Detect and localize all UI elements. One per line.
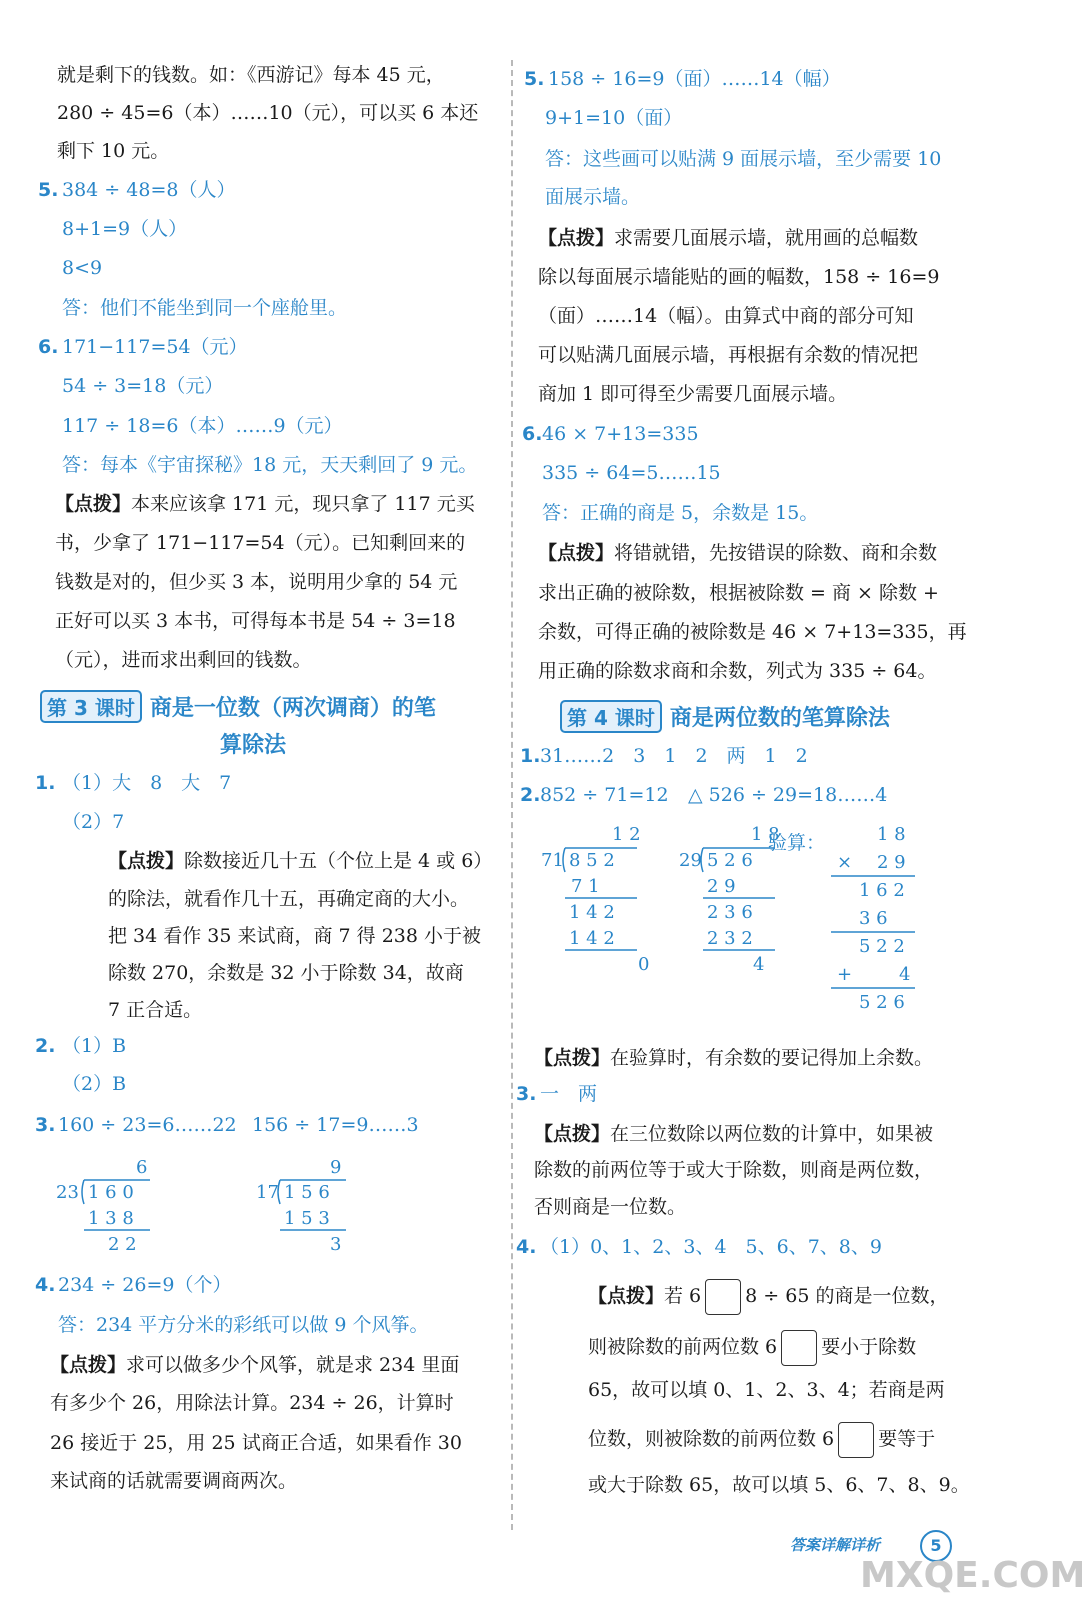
answer-line: （1）大 8 大 7 xyxy=(62,772,232,794)
answer-line: 852 ÷ 71=12 xyxy=(540,784,669,806)
tip-line: 【点拨】求可以做多少个风筝，就是求 234 里面 xyxy=(50,1354,460,1376)
division-dividend: 5 2 6 xyxy=(707,850,753,871)
tip-tag: 【点拨】 xyxy=(538,227,615,249)
tip-line: 可以贴满几面展示墙，再根据有余数的情况把 xyxy=(538,344,919,366)
division-quotient: 9 xyxy=(330,1157,342,1178)
division-product: 1 3 8 xyxy=(88,1208,134,1229)
tip-tag: 【点拨】 xyxy=(55,493,132,515)
tip-line: （面）……14（幅）。由算式中商的部分可知 xyxy=(538,305,914,327)
question-number: 3. xyxy=(516,1083,537,1105)
tip-line: 【点拨】本来应该拿 171 元，现只拿了 117 元买 xyxy=(55,493,475,515)
division-quotient: 1 8 xyxy=(751,824,780,845)
long-division-a xyxy=(50,1150,160,1260)
footer-label: 答案详解详析 xyxy=(790,1536,881,1554)
answer-sentence: 答：这些画可以贴满 9 面展示墙，至少需要 10 xyxy=(545,148,942,170)
tip-line: 除以每面展示墙能贴的画的幅数，158 ÷ 16=9 xyxy=(538,266,940,288)
tip-tag: 【点拨】 xyxy=(108,850,185,872)
division-remainder: 3 xyxy=(330,1234,342,1255)
question-number: 3. xyxy=(35,1114,56,1136)
answer-line: （1）0、1、2、3、4 5、6、7、8、9 xyxy=(540,1236,882,1258)
answer-line: 一 两 xyxy=(540,1083,598,1105)
lesson-heading xyxy=(40,690,436,723)
answer-sentence: 答：234 平方分米的彩纸可以做 9 个风筝。 xyxy=(58,1314,429,1336)
tip-line: 除数的前两位等于或大于除数，则商是两位数， xyxy=(534,1159,934,1181)
division-product: 1 5 3 xyxy=(284,1208,330,1229)
answer-line: 234 ÷ 26=9（个） xyxy=(58,1274,232,1296)
svg-text:3 6: 3 6 xyxy=(859,908,888,929)
division-dividend: 1 5 6 xyxy=(284,1182,330,1203)
tip-line: 求出正确的被除数，根据被除数 = 商 × 除数 + xyxy=(538,582,939,604)
answer-line: （2）B xyxy=(62,1073,127,1095)
question-number: 5. xyxy=(38,179,59,201)
answer-line: 384 ÷ 48=8（人） xyxy=(62,179,236,201)
svg-text:+: + xyxy=(837,964,853,985)
lesson-title: 商是一位数（两次调商）的笔 xyxy=(149,696,436,721)
answer-line: 54 ÷ 3=18（元） xyxy=(62,375,224,397)
tip-line: 用正确的除数求商和余数，列式为 335 ÷ 64。 xyxy=(538,660,937,682)
lesson-title-cont: 算除法 xyxy=(220,733,287,758)
question-number: 4. xyxy=(516,1236,537,1258)
division-remainder: 0 xyxy=(638,954,650,975)
answer-line: （1）B xyxy=(62,1035,127,1057)
question-number: 1. xyxy=(520,745,541,767)
blank-box xyxy=(838,1422,874,1458)
tip-tag: 【点拨】 xyxy=(538,542,615,564)
svg-text:2 9: 2 9 xyxy=(877,852,906,873)
lesson-badge: 第 3 课时 xyxy=(40,690,142,723)
tip-line: 【点拨】在三位数除以两位数的计算中，如果被 xyxy=(534,1123,934,1145)
page-number: 5 xyxy=(920,1530,952,1562)
tip-line: 65，故可以填 0、1、2、3、4；若商是两 xyxy=(588,1379,945,1401)
division-product: 2 9 xyxy=(707,876,736,897)
tip-tag: 【点拨】 xyxy=(50,1354,127,1376)
answer-sentence: 答：他们不能坐到同一个座舱里。 xyxy=(62,297,348,319)
tip-line: 把 34 看作 35 来试商，商 7 得 238 小于被 xyxy=(108,925,482,947)
question-number: 2. xyxy=(35,1035,56,1057)
lesson-badge: 第 4 课时 xyxy=(560,700,662,733)
lesson-heading xyxy=(560,700,890,733)
tip-line: 来试商的话就需要调商两次。 xyxy=(50,1470,298,1492)
division-quotient: 6 xyxy=(136,1157,148,1178)
division-remainder: 4 xyxy=(753,954,765,975)
question-number: 6. xyxy=(522,423,543,445)
tip-line: 有多少个 26，用除法计算。234 ÷ 26，计算时 xyxy=(50,1392,454,1414)
answer-line: 117 ÷ 18=6（本）……9（元） xyxy=(62,415,343,437)
tip-line: 【点拨】若 6 8 ÷ 65 的商是一位数， xyxy=(588,1278,948,1315)
division-quotient: 1 2 xyxy=(612,824,641,845)
text-line: 剩下 10 元。 xyxy=(57,140,170,162)
answer-sentence: 答：每本《宇宙探秘》18 元，天天剩回了 9 元。 xyxy=(62,454,478,476)
long-division-c xyxy=(535,818,665,978)
division-dividend: 1 6 0 xyxy=(88,1182,134,1203)
tip-line: 正好可以买 3 本书，可得每本书是 54 ÷ 3=18 xyxy=(55,610,456,632)
svg-text:×: × xyxy=(837,852,853,873)
svg-text:4: 4 xyxy=(899,964,911,985)
text-line: 就是剩下的钱数。如：《西游记》每本 45 元， xyxy=(57,64,445,86)
tip-line: 【点拨】除数接近几十五（个位上是 4 或 6） xyxy=(108,850,493,872)
answer-line: 8+1=9（人） xyxy=(62,218,188,240)
answer-line: 160 ÷ 23=6……22 xyxy=(58,1114,237,1136)
column-divider xyxy=(511,60,513,1530)
question-number: 1. xyxy=(35,772,56,794)
division-product: 1 4 2 xyxy=(569,928,615,949)
answer-line: 335 ÷ 64=5……15 xyxy=(542,462,721,484)
division-divisor: 23 xyxy=(56,1182,79,1203)
division-divisor: 71 xyxy=(541,850,564,871)
tip-tag: 【点拨】 xyxy=(588,1285,665,1307)
answer-line: 8<9 xyxy=(62,257,103,279)
answer-line: 158 ÷ 16=9（面）……14（幅） xyxy=(548,68,841,90)
question-number: 5. xyxy=(524,68,545,90)
lesson-title: 商是两位数的笔算除法 xyxy=(669,706,890,731)
svg-text:1 8: 1 8 xyxy=(877,824,906,845)
answer-sentence: 答：正确的商是 5，余数是 15。 xyxy=(542,502,819,524)
answer-line: 171−117=54（元） xyxy=(62,336,248,358)
tip-tag: 【点拨】 xyxy=(534,1047,611,1069)
answer-line: 46 × 7+13=335 xyxy=(542,423,699,445)
tip-line: 除数 270，余数是 32 小于除数 34，故商 xyxy=(108,962,464,984)
answer-line: 31……2 3 1 2 两 1 2 xyxy=(540,745,808,767)
division-partial-remainder: 1 4 2 xyxy=(569,902,615,923)
tip-line: 否则商是一位数。 xyxy=(534,1196,687,1218)
tip-line: 7 正合适。 xyxy=(108,999,203,1021)
question-number: 2. xyxy=(520,784,541,806)
question-number: 4. xyxy=(35,1274,56,1296)
answer-line: （2）7 xyxy=(62,811,125,833)
tip-tag: 【点拨】 xyxy=(534,1123,611,1145)
blank-box xyxy=(705,1279,741,1315)
answer-line: △ 526 ÷ 29=18……4 xyxy=(688,784,888,806)
tip-line: 书，少拿了 171−117=54（元）。已知剩回来的 xyxy=(55,532,466,554)
division-remainder: 2 2 xyxy=(108,1234,137,1255)
blank-box xyxy=(781,1330,817,1366)
tip-line: （元），进而求出剩回的钱数。 xyxy=(55,649,312,671)
division-product: 2 3 2 xyxy=(707,928,753,949)
answer-line: 9+1=10（面） xyxy=(545,107,683,129)
division-divisor: 17 xyxy=(256,1182,279,1203)
text-line: 280 ÷ 45=6（本）……10（元），可以买 6 本还 xyxy=(57,102,479,124)
tip-line: 或大于除数 65，故可以填 5、6、7、8、9。 xyxy=(588,1474,970,1496)
tip-line: 26 接近于 25，用 25 试商正合适，如果看作 30 xyxy=(50,1432,462,1454)
tip-line: 位数，则被除数的前两位数 6 要等于 xyxy=(588,1421,935,1458)
answer-sentence: 面展示墙。 xyxy=(545,186,641,208)
division-product: 7 1 xyxy=(571,876,600,897)
check-label: 验算： xyxy=(768,832,826,854)
tip-line: 则被除数的前两位数 6 要小于除数 xyxy=(588,1329,916,1366)
division-divisor: 29 xyxy=(679,850,702,871)
tip-line: 商加 1 即可得至少需要几面展示墙。 xyxy=(538,383,848,405)
svg-text:5 2 6: 5 2 6 xyxy=(859,992,905,1013)
answer-line: 156 ÷ 17=9……3 xyxy=(252,1114,419,1136)
tip-line: 【点拨】将错就错，先按错误的除数、商和余数 xyxy=(538,542,938,564)
svg-text:1 6 2: 1 6 2 xyxy=(859,880,905,901)
tip-line: 的除法，就看作几十五，再确定商的大小。 xyxy=(108,888,470,910)
tip-line: 【点拨】求需要几面展示墙，就用画的总幅数 xyxy=(538,227,919,249)
division-dividend: 8 5 2 xyxy=(569,850,615,871)
division-partial-remainder: 2 3 6 xyxy=(707,902,753,923)
tip-line: 钱数是对的，但少买 3 本，说明用少拿的 54 元 xyxy=(55,571,458,593)
long-division-b xyxy=(250,1150,360,1260)
watermark: MXQE.COM xyxy=(860,1555,1085,1596)
tip-line: 【点拨】在验算时，有余数的要记得加上余数。 xyxy=(534,1047,934,1069)
tip-line: 余数，可得正确的被除数是 46 × 7+13=335，再 xyxy=(538,621,967,643)
question-number: 6. xyxy=(38,336,59,358)
svg-text:5 2 2: 5 2 2 xyxy=(859,936,905,957)
verification-calc xyxy=(825,818,925,1018)
